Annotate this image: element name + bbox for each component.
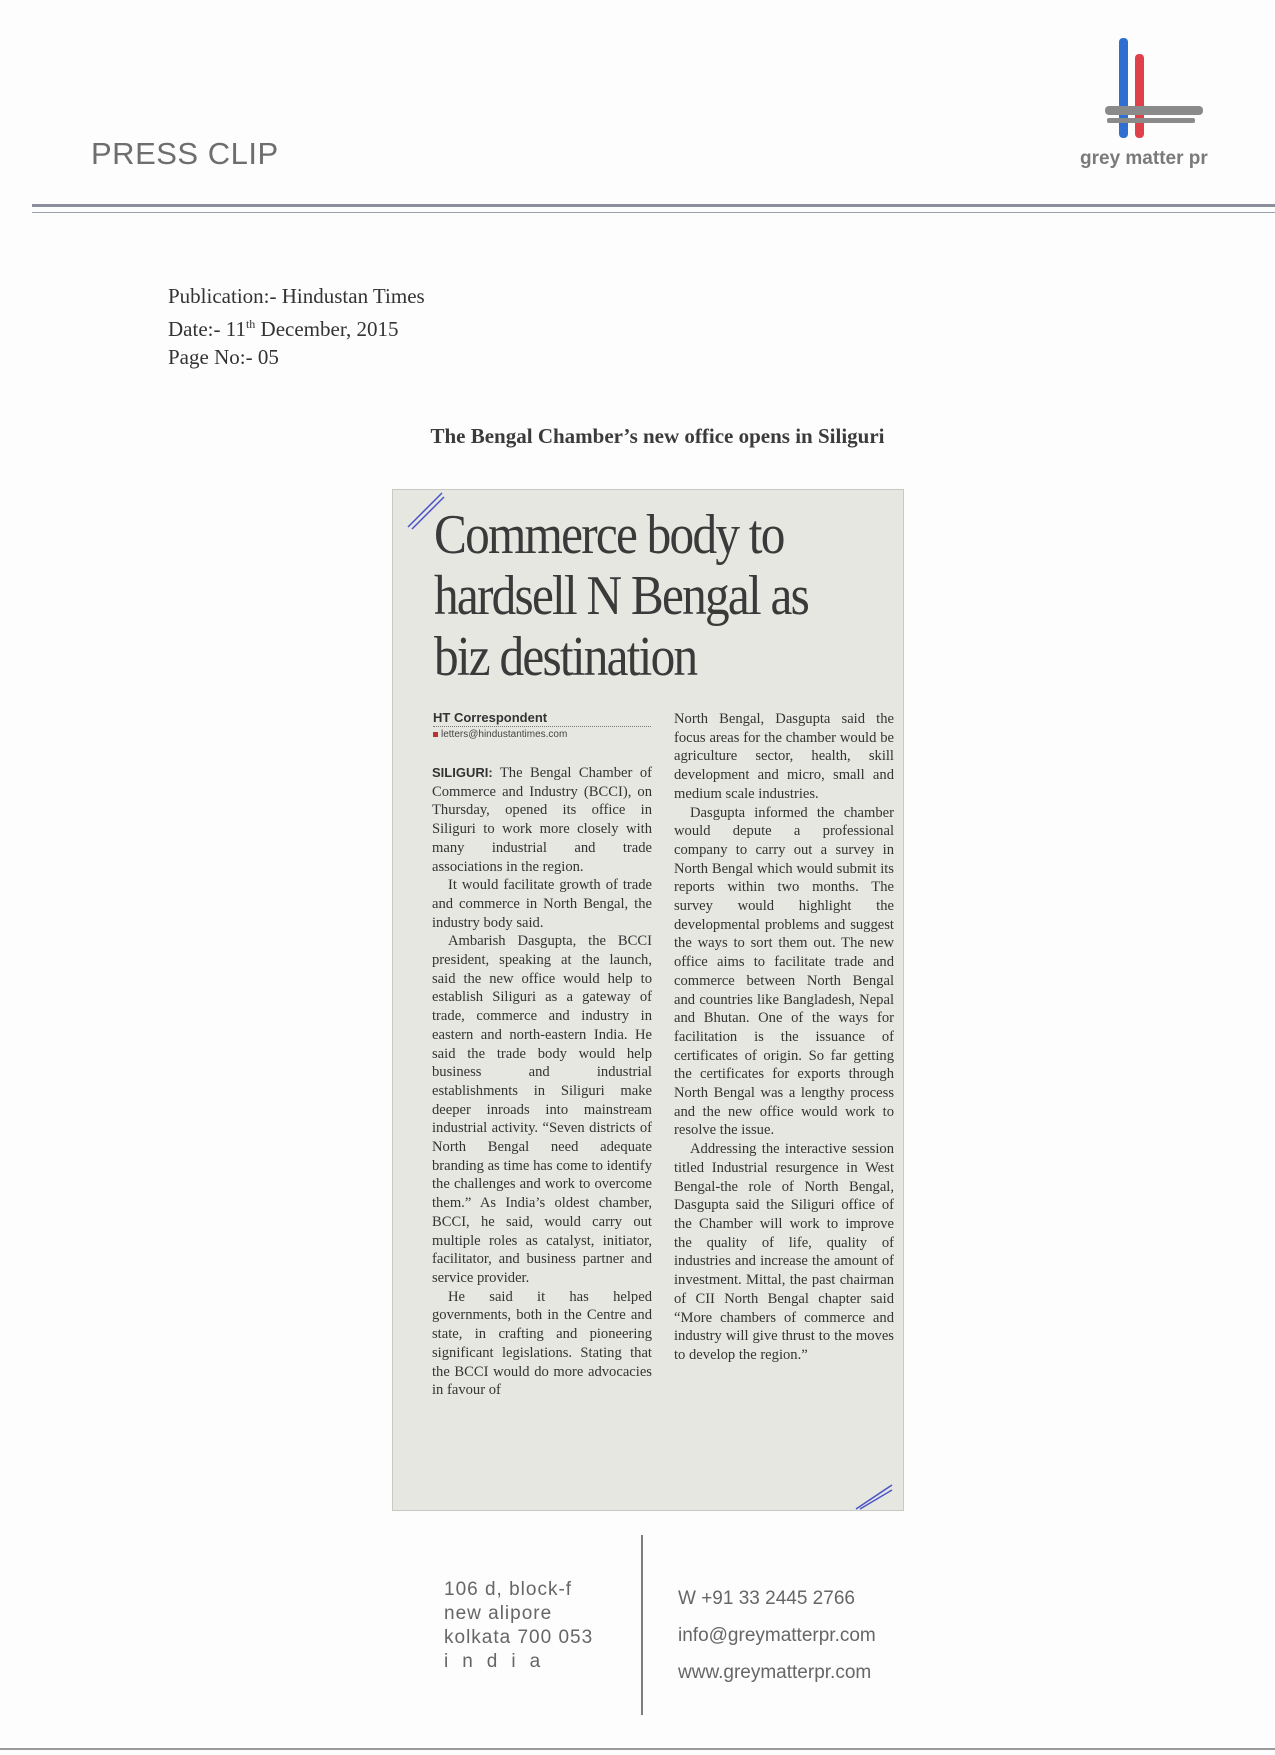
pen-mark-icon [854, 1481, 894, 1511]
grey-matter-logo-icon [1105, 36, 1205, 142]
clip-caption: The Bengal Chamber’s new office opens in Siliguri [430, 424, 885, 448]
publication-meta [168, 282, 425, 371]
article-headline: Commerce body to hardsell N Bengal as biz destination [434, 504, 808, 688]
paragraph: SILIGURI: The Bengal Chamber of Commerce and Industry (BCCI), on Thursday, opened its office in Siliguri to work more closely with many industrial and trade associations in the region. [432, 765, 652, 875]
footer-divider [641, 1535, 643, 1715]
bullet-icon [433, 732, 438, 737]
logo-text: grey matter pr [1080, 148, 1208, 169]
address-line: 106 d, block-f [444, 1579, 573, 1600]
header-rule-thin [32, 212, 1275, 213]
byline [433, 710, 651, 740]
paragraph: Dasgupta informed the chamber would depute a professional company to carry out a survey in North Bengal which would submit its reports within two months. The survey would highlight the developmental problems and suggest the ways to sort them out. The new office aims to facilitate trade and commerce between North Bengal and countries like Bangladesh, Nepal and Bhutan. One of the ways for facilitation is the issuance of certificates of origin. So far getting the certificates for exports through North Bengal was a lengthy process and the new office would work to resolve the issue. [674, 804, 894, 1139]
footer-contact [678, 1580, 876, 1691]
date-line: Date:- 11th December, 2015 [168, 317, 399, 341]
address-line: kolkata 700 053 [444, 1627, 594, 1648]
paragraph: It would facilitate growth of trade and commerce in North Bengal, the industry body said. [432, 877, 652, 931]
paragraph: Ambarish Dasgupta, the BCCI president, speaking at the launch, said the new office would help to establish Siliguri as a gateway of trade, commerce and industry in eastern and north-eastern India. He said the trade body would help business and industrial establishments in Siliguri make deeper inroads into mainstream industrial activity. “Seven districts of North Bengal need adequate branding as time has come to identify the challenges and work to overcome them.” As India’s oldest chamber, BCCI, he said, would carry out multiple roles as catalyst, initiator, facilitator, and business partner and service provider. [432, 933, 652, 1286]
paragraph: Addressing the interactive session titled Industrial resurgence in West Bengal-the role of North Bengal, Dasgupta said the Siliguri office of the Chamber will work to improve the quality of life, quality of industries and increase the amount of investment. Mittal, the past chairman of CII North Bengal chapter said “More chambers of commerce and industry will give thrust to the moves to develop the region.” [674, 1141, 894, 1363]
newspaper-clipping [392, 489, 904, 1511]
article-column-right [674, 710, 894, 1365]
paragraph: North Bengal, Dasgupta said the focus areas for the chamber would be agriculture sector, health, skill development and micro, small and medium scale industries. [674, 711, 894, 802]
page-line: Page No:- 05 [168, 345, 279, 369]
footer-rule [0, 1748, 1275, 1750]
email-link[interactable]: info@greymatterpr.com [678, 1625, 876, 1646]
header-rule [32, 204, 1275, 207]
page-title: PRESS CLIP [91, 136, 279, 171]
website-link[interactable]: www.greymatterpr.com [678, 1662, 872, 1683]
article-column-left [432, 764, 652, 1400]
footer-address [444, 1578, 594, 1674]
byline-name: HT Correspondent [433, 710, 651, 727]
address-line: new alipore [444, 1603, 553, 1624]
publication-line: Publication:- Hindustan Times [168, 284, 425, 308]
phone-number: W +91 33 2445 2766 [678, 1588, 855, 1609]
byline-email: letters@hindustantimes.com [433, 729, 651, 740]
address-line: india [444, 1651, 555, 1672]
paragraph: He said it has helped governments, both in the Centre and state, in crafting and pioneering significant legislations. Stating that the BCCI would do more advocacies in favour of [432, 1288, 652, 1399]
